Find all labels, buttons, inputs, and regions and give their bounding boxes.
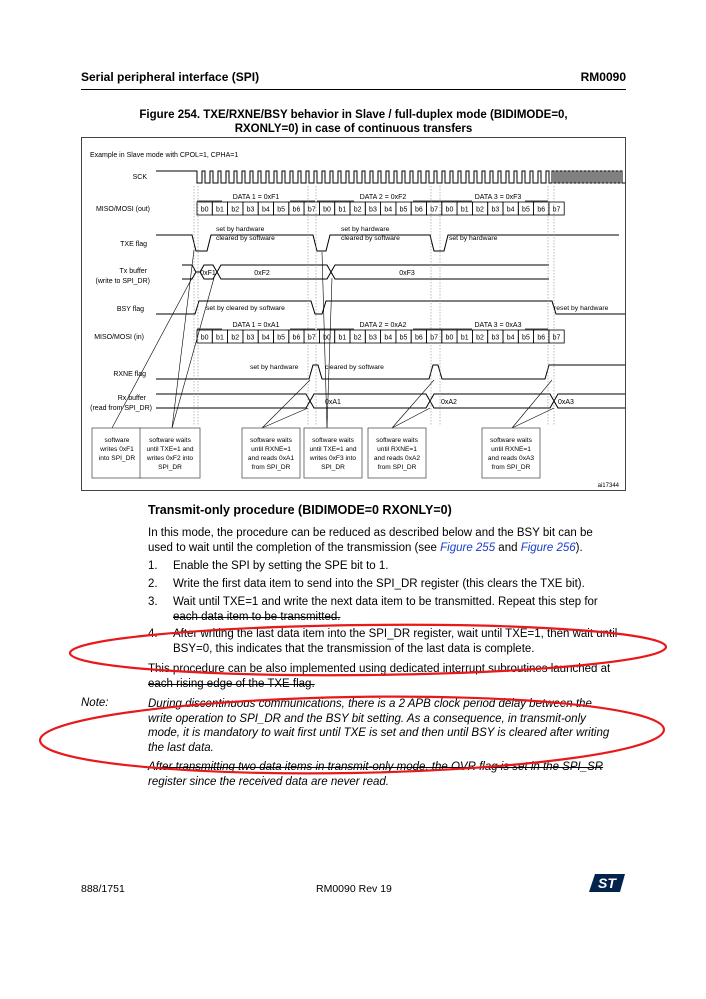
txe-note-1a: set by hardware (216, 226, 265, 233)
data-in-3: DATA 3 = 0xA3 (474, 322, 522, 329)
page-number: 888/1751 (81, 883, 125, 895)
miso-out-bits (197, 202, 564, 215)
software-box-line: software waits (149, 437, 191, 444)
miso-in-bit-label: b4 (384, 334, 393, 342)
software-box-line: writes 0xF3 into (309, 455, 357, 462)
label-txbuf-2: (write to SPI_DR) (95, 278, 150, 285)
label-txe: TXE flag (120, 241, 147, 248)
miso-in-bit-label: b6 (414, 334, 423, 342)
miso-in-bit-label: b7 (430, 334, 439, 342)
txe-note-3: set by hardware (449, 235, 498, 242)
miso-out-bit-label: b1 (460, 206, 469, 214)
figure-255-link[interactable]: Figure 255 (440, 541, 496, 554)
software-box-line: software waits (250, 437, 292, 444)
miso-in-bit-label: b4 (506, 334, 515, 342)
txe-note-2b: cleared by software (341, 235, 400, 242)
intro-line-2-mid: and (495, 541, 521, 554)
miso-out-bit-label: b2 (476, 206, 484, 214)
miso-out-bit-label: b1 (338, 206, 347, 214)
miso-out-bit-label: b3 (491, 206, 500, 214)
miso-out-bit-label: b5 (522, 206, 530, 214)
miso-in-bit-label: b0 (445, 334, 454, 342)
running-header-docid: RM0090 (580, 70, 626, 84)
section-title: Transmit-only procedure (BIDIMODE=0 RXONLY=0) (148, 503, 452, 517)
software-box-line: and reads 0xA3 (487, 455, 535, 462)
step-4 (148, 627, 628, 656)
software-box-line: software waits (312, 437, 354, 444)
txe-note-2a: set by hardware (341, 226, 390, 233)
miso-in-bit-label: b3 (491, 334, 500, 342)
software-box (92, 428, 142, 478)
miso-out-bit-label: b3 (369, 206, 377, 214)
step-1-text: Enable the SPI by setting the SPE bit to 1. (173, 560, 389, 572)
step-2 (148, 577, 628, 592)
software-box-line: into SPI_DR (98, 455, 136, 462)
miso-in-bit-label: b5 (522, 334, 530, 342)
step-4-text-line2: BSY=0, this indicates that the transmission of the last data is complete. (173, 642, 535, 655)
step-3-text-line2: each data item to be transmitted. (173, 610, 341, 623)
figure-title-line1: Figure 254. TXE/RXNE/BSY behavior in Slave / full-duplex mode (BIDIMODE=0, (139, 109, 568, 121)
miso-out-bit-label: b4 (506, 206, 515, 214)
step-3 (148, 595, 628, 624)
label-bsy: BSY flag (116, 306, 144, 313)
rxbuf-waveform (156, 394, 625, 408)
miso-in-bit-label: b6 (537, 334, 546, 342)
software-box-line: writes 0xF2 into (146, 455, 194, 462)
miso-in-bit-label: b1 (216, 334, 224, 342)
example-caption: Example in Slave mode with CPOL=1, CPHA=1 (90, 152, 239, 159)
after-line-1: This procedure can be also implemented using dedicated interrupt subroutines launched at (148, 663, 611, 675)
txe-note-1b: cleared by software (216, 235, 275, 242)
miso-in-bit-label: b4 (261, 334, 270, 342)
txbuf-value-1: 0xF1 (200, 270, 216, 277)
miso-out-bit-label: b0 (445, 206, 454, 214)
software-box-line: and reads 0xA1 (247, 455, 295, 462)
software-box-line: software waits (376, 437, 418, 444)
miso-in-bit-label: b2 (231, 334, 240, 342)
software-box-line: from SPI_DR (491, 464, 531, 471)
miso-out-bit-label: b6 (537, 206, 546, 214)
intro-paragraph (148, 526, 628, 555)
miso-in-bit-label: b5 (399, 334, 408, 342)
label-sck: SCK (132, 174, 147, 181)
bsy-note-2: reset by hardware (554, 305, 609, 312)
miso-out-bit-label: b6 (292, 206, 301, 214)
software-box-line: until RXNE=1 (377, 446, 417, 453)
miso-out-bit-label: b7 (307, 206, 316, 214)
figure-256-link[interactable]: Figure 256 (520, 541, 576, 554)
note-paragraph (148, 697, 628, 755)
intro-line-2-start: used to wait until the completion of the transmission (see (148, 541, 441, 554)
step-3-number: 3. (148, 596, 158, 608)
step-1 (148, 559, 628, 574)
software-box-line: writes 0xF1 (100, 446, 134, 453)
miso-out-bit-label: b2 (231, 206, 240, 214)
label-rxbuf-2: (read from SPI_DR) (90, 405, 152, 412)
intro-line-2-end: ). (575, 541, 583, 554)
software-box-line: software waits (490, 437, 532, 444)
bsy-note-1: set by cleared by software (206, 305, 285, 312)
note-line-3: mode, it is mandatory to wait first until TXE is set and then until BSY is cleared after writing (148, 727, 610, 739)
note-line-1: During discontinuous communications, there is a 2 APB clock period delay between the (148, 698, 592, 710)
miso-in-bit-label: b0 (200, 334, 209, 342)
miso-out-bit-label: b4 (384, 206, 393, 214)
after-line-2: each rising edge of the TXE flag. (148, 677, 315, 690)
miso-out-bit-label: b0 (200, 206, 209, 214)
miso-in-bit-label: b0 (323, 334, 331, 342)
miso-out-bit-label: b3 (246, 206, 255, 214)
intro-line-2 (148, 541, 628, 556)
software-box-line: from SPI_DR (377, 464, 417, 471)
data-in-1: DATA 1 = 0xA1 (232, 322, 280, 329)
data-out-2: DATA 2 = 0xF2 (359, 194, 407, 201)
figure-ref: ai17344 (597, 483, 619, 489)
miso-in-bit-label: b1 (460, 334, 469, 342)
miso-in-bit-label: b5 (277, 334, 286, 342)
step-1-number: 1. (148, 560, 158, 572)
software-box-line: until TXE=1 and (309, 446, 357, 453)
sck-waveform (156, 171, 625, 183)
label-rxbuf-1: Rx buffer (117, 395, 146, 402)
software-box-line: until RXNE=1 (491, 446, 531, 453)
label-txbuf-1: Tx buffer (119, 268, 147, 275)
software-box-line: software (104, 437, 130, 444)
data-out-3: DATA 3 = 0xF3 (474, 194, 522, 201)
step-2-text: Write the first data item to send into the SPI_DR register (this clears the TXE bit). (173, 578, 585, 590)
miso-in-bit-label: b3 (246, 334, 255, 342)
software-box-line: until TXE=1 and (146, 446, 194, 453)
doc-revision: RM0090 Rev 19 (316, 883, 392, 895)
label-miso-in: MISO/MOSI (in) (94, 334, 144, 341)
note2-paragraph (148, 760, 628, 789)
software-box-line: and reads 0xA2 (373, 455, 421, 462)
after-paragraph (148, 662, 628, 691)
step-3-text-line1: Wait until TXE=1 and write the next data item to be transmitted. Repeat this step for (173, 596, 598, 608)
st-logo-text: ST (598, 875, 616, 891)
label-miso-out: MISO/MOSI (out) (95, 206, 150, 213)
software-box-line: SPI_DR (158, 464, 182, 471)
figure-title (81, 108, 626, 136)
software-boxes (92, 428, 540, 478)
miso-in-bit-label: b3 (369, 334, 377, 342)
step-4-number: 4. (148, 628, 158, 640)
miso-in-bit-label: b2 (353, 334, 362, 342)
figure-title-line2: RXONLY=0) in case of continuous transfers (234, 123, 473, 135)
note-label: Note: (81, 697, 109, 709)
software-box-line: from SPI_DR (251, 464, 291, 471)
timing-diagram-frame (81, 137, 626, 491)
rxbuf-value-1: 0xA1 (325, 399, 341, 406)
rxne-waveform (156, 365, 625, 379)
miso-in-bit-label: b6 (292, 334, 301, 342)
txbuf-value-2: 0xF2 (254, 270, 270, 277)
miso-out-bit-label: b4 (261, 206, 270, 214)
miso-out-bit-label: b2 (353, 206, 362, 214)
miso-out-bit-label: b5 (277, 206, 286, 214)
step-2-number: 2. (148, 578, 158, 590)
miso-out-bit-label: b6 (414, 206, 423, 214)
label-rxne: RXNE flag (113, 371, 146, 378)
miso-in-bits (197, 330, 564, 343)
timing-diagram (82, 138, 627, 492)
running-header-title: Serial peripheral interface (SPI) (81, 70, 260, 84)
data-in-2: DATA 2 = 0xA2 (359, 322, 407, 329)
rxbuf-value-3: 0xA3 (558, 399, 574, 406)
rxne-note-2: cleared by software (325, 364, 384, 371)
step-4-text-line1: After writing the last data item into the SPI_DR register, wait until TXE=1, then wait until (173, 628, 618, 640)
header-rule (81, 89, 626, 90)
software-box-line: until RXNE=1 (251, 446, 291, 453)
note2-line-1: After transmitting two data items in transmit-only mode, the OVR flag is set in the SPI_SR (148, 761, 604, 773)
miso-in-bit-label: b2 (476, 334, 484, 342)
txbuf-value-3: 0xF3 (399, 270, 415, 277)
miso-out-bit-label: b7 (552, 206, 561, 214)
software-box-line: SPI_DR (321, 464, 345, 471)
miso-out-bit-label: b0 (323, 206, 331, 214)
data-out-1: DATA 1 = 0xF1 (232, 194, 280, 201)
rxne-note-1: set by hardware (250, 364, 299, 371)
rxbuf-value-2: 0xA2 (441, 399, 457, 406)
miso-in-bit-label: b1 (338, 334, 347, 342)
miso-out-bit-label: b5 (399, 206, 408, 214)
miso-in-bit-label: b7 (552, 334, 561, 342)
miso-out-bit-label: b1 (216, 206, 224, 214)
note-line-2: write operation to SPI_DR and the BSY bit setting. As a consequence, in transmit-only (148, 712, 586, 725)
miso-out-bit-label: b7 (430, 206, 439, 214)
txbuf-waveform (182, 265, 549, 279)
intro-line-1: In this mode, the procedure can be reduced as described below and the BSY bit can be (148, 527, 593, 539)
miso-in-bit-label: b7 (307, 334, 316, 342)
note-line-4: the last data. (148, 741, 214, 754)
st-logo-icon (587, 872, 627, 894)
note2-line-2: register since the received data are never read. (148, 775, 389, 788)
